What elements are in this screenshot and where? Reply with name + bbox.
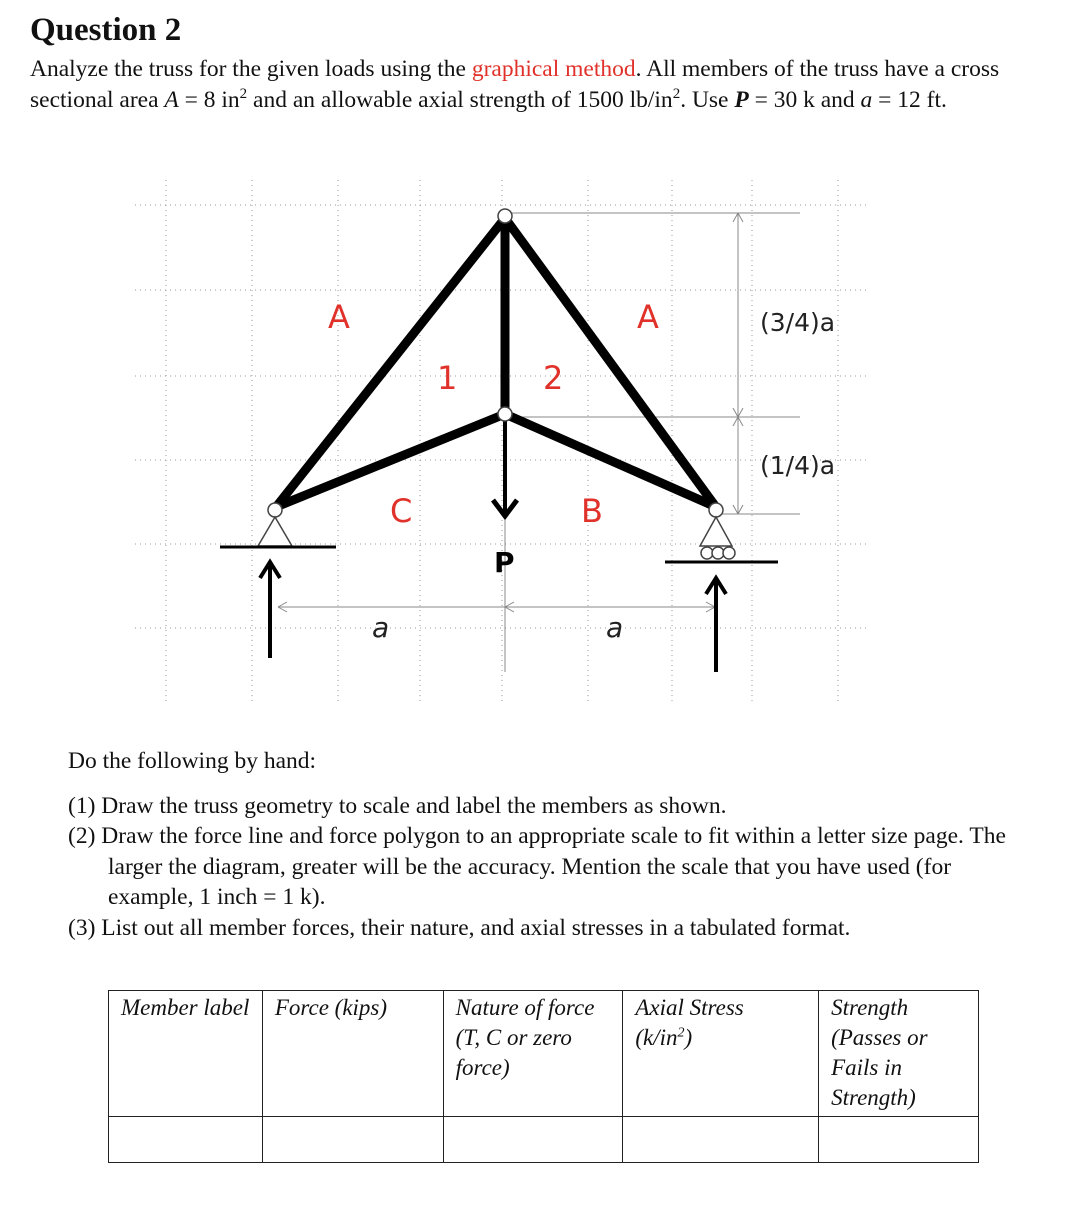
area-symbol: A: [164, 86, 179, 113]
instruction-step-2: (2) Draw the force line and force polygon to an appropriate scale to fit within a letter size page. The larger the diagram, greater will be the accuracy. Mention the scale that you have used (for example, 1 inch = 1 k).: [68, 823, 1006, 910]
p-value: = 30 k and: [748, 86, 861, 113]
cell-member[interactable]: [109, 1117, 263, 1163]
label-dim-three-quarter-a: (3/4)a: [760, 308, 836, 337]
table-row: [109, 1117, 979, 1163]
intro-text-2: . All members of the truss have a cross sectional area: [30, 56, 1000, 113]
a-symbol: a: [860, 86, 873, 113]
header-member-label: Member label: [109, 991, 263, 1117]
header-axial-stress: [623, 991, 819, 1117]
header-axial-stress-close: ): [684, 1025, 693, 1050]
header-axial-stress-text: Axial Stress: [635, 995, 744, 1020]
problem-statement: [30, 54, 1010, 115]
instructions: [68, 746, 1028, 943]
cell-nature[interactable]: [443, 1117, 623, 1163]
joints: [268, 209, 723, 517]
instruction-step-1: (1) Draw the truss geometry to scale and label the members as shown.: [68, 792, 727, 819]
dimension-lines: [278, 213, 800, 672]
label-c: C: [390, 492, 413, 530]
label-dim-a-right: a: [606, 611, 624, 644]
truss-figure: [0, 170, 1066, 710]
intro-text-1: Analyze the truss for the given loads using the: [30, 56, 472, 82]
graphical-method-highlight: graphical method: [471, 56, 636, 82]
header-force: Force (kips): [262, 991, 443, 1117]
question-title: Question 2: [30, 12, 182, 48]
header-nature-options: (T, C or zero force): [455, 1025, 572, 1080]
truss-members: [276, 218, 716, 507]
label-p: P: [494, 546, 515, 579]
instructions-list: [68, 791, 1028, 944]
header-strength: Strength (Passes or Fails in Strength): [819, 991, 979, 1117]
cell-strength[interactable]: [819, 1117, 979, 1163]
label-b: B: [581, 492, 603, 530]
p-symbol: P: [734, 86, 749, 113]
results-table: [108, 990, 979, 1163]
load-p-arrow: [493, 418, 517, 516]
header-nature-text: Nature of force: [455, 995, 595, 1020]
joint-right-support: [709, 503, 723, 517]
label-a-left: A: [328, 298, 350, 336]
strength-exponent: 2: [672, 85, 681, 102]
label-dim-a-left: a: [372, 611, 390, 644]
label-dim-quarter-a: (1/4)a: [760, 451, 836, 480]
area-exponent: 2: [239, 85, 248, 102]
intro-text-3: and an allowable axial strength of 1500 lb/in: [247, 86, 673, 113]
table-header-row: [109, 991, 979, 1117]
cell-force[interactable]: [262, 1117, 443, 1163]
pin-support-left: [220, 517, 336, 658]
header-axial-stress-unit: (k/in: [635, 1025, 678, 1050]
roller-support-right: [665, 517, 778, 672]
label-member-2: 2: [543, 359, 564, 397]
a-value: = 12 ft.: [872, 86, 947, 113]
joint-top: [498, 209, 512, 223]
label-member-1: 1: [437, 359, 458, 397]
intro-text-4: . Use: [680, 86, 735, 113]
header-nature: [443, 991, 623, 1117]
instruction-step-3: (3) List out all member forces, their nature, and axial stresses in a tabulated format.: [68, 914, 851, 941]
label-a-right: A: [637, 298, 659, 336]
cell-stress[interactable]: [623, 1117, 819, 1163]
instructions-lead: Do the following by hand:: [68, 748, 317, 774]
area-value: = 8 in: [178, 86, 240, 113]
joint-middle: [498, 407, 512, 421]
joint-left-support: [268, 503, 282, 517]
header-axial-stress-exp: 2: [677, 1025, 685, 1041]
